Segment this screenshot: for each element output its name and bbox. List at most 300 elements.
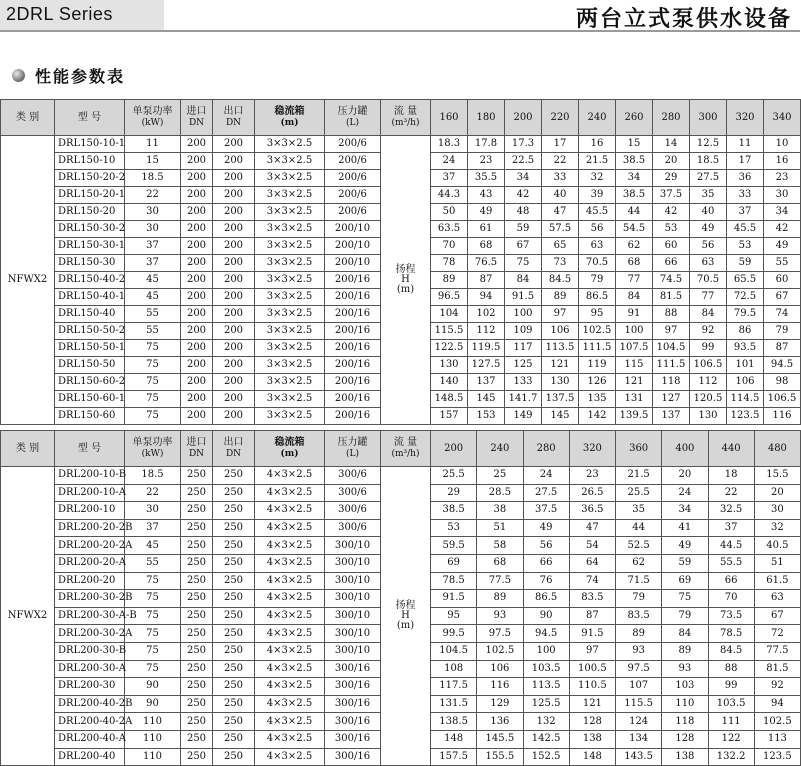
head-value-cell: 103	[662, 678, 708, 696]
head-value-cell: 59	[662, 554, 708, 572]
outlet-cell: 200	[213, 391, 255, 408]
power-cell: 75	[125, 408, 181, 425]
header-vessel	[325, 100, 381, 136]
inlet-cell: 250	[181, 467, 213, 485]
header-power-unit: (kW)	[141, 449, 164, 459]
head-value-cell: 141.7	[505, 391, 542, 408]
head-value-cell: 127	[653, 391, 690, 408]
tank-cell: 4×3×2.5	[255, 572, 325, 590]
head-value-cell: 131	[616, 391, 653, 408]
head-value-cell: 130	[542, 374, 579, 391]
head-value-cell: 25	[477, 467, 523, 485]
power-cell: 75	[125, 391, 181, 408]
tank-cell: 4×3×2.5	[255, 467, 325, 485]
head-value-cell: 38.5	[616, 153, 653, 170]
head-value-cell: 116	[764, 408, 801, 425]
header-flow-value: 480	[754, 431, 800, 467]
tank-cell: 3×3×2.5	[255, 374, 325, 391]
head-value-cell: 66	[708, 572, 754, 590]
header-inlet-unit: DN	[188, 449, 205, 459]
outlet-cell: 250	[213, 730, 255, 748]
head-value-cell: 42	[505, 187, 542, 204]
head-value-cell: 97.5	[616, 660, 662, 678]
head-value-cell: 29	[653, 170, 690, 187]
header-tank-unit: (m)	[280, 118, 299, 128]
inlet-cell: 200	[181, 306, 213, 323]
inlet-cell: 200	[181, 204, 213, 221]
head-value-cell: 63	[690, 255, 727, 272]
tank-cell: 3×3×2.5	[255, 323, 325, 340]
head-value-cell: 106	[542, 323, 579, 340]
performance-table-drl200	[0, 430, 801, 766]
model-cell: DRL200-40-2B	[55, 695, 125, 713]
head-value-cell: 100	[505, 306, 542, 323]
header-inlet-label: 进口	[186, 437, 207, 448]
head-value-cell: 20	[653, 153, 690, 170]
header-flow-value: 340	[764, 100, 801, 136]
outlet-cell: 250	[213, 607, 255, 625]
head-value-cell: 30	[754, 502, 800, 520]
category-cell: NFWX2	[1, 467, 55, 766]
head-value-cell: 87	[764, 340, 801, 357]
inlet-cell: 200	[181, 323, 213, 340]
table-row	[1, 136, 801, 153]
head-value-cell: 78.5	[708, 625, 754, 643]
inlet-cell: 200	[181, 357, 213, 374]
head-value-cell: 99	[708, 678, 754, 696]
outlet-cell: 250	[213, 467, 255, 485]
head-value-cell: 79	[764, 323, 801, 340]
head-value-cell: 78.5	[431, 572, 477, 590]
head-value-cell: 62	[616, 238, 653, 255]
head-value-cell: 84.5	[708, 642, 754, 660]
model-cell: DRL150-20	[55, 204, 125, 221]
outlet-cell: 250	[213, 502, 255, 520]
head-value-cell: 93	[616, 642, 662, 660]
power-cell: 55	[125, 554, 181, 572]
vessel-cell: 300/16	[325, 695, 381, 713]
tank-cell: 4×3×2.5	[255, 678, 325, 696]
header-inlet-unit: DN	[188, 118, 205, 128]
head-value-cell: 133	[505, 374, 542, 391]
power-cell: 75	[125, 625, 181, 643]
head-value-cell: 36	[727, 170, 764, 187]
vessel-cell: 300/10	[325, 572, 381, 590]
outlet-cell: 250	[213, 625, 255, 643]
head-value-cell: 34	[764, 204, 801, 221]
head-value-cell: 32	[579, 170, 616, 187]
header-flow-value: 320	[727, 100, 764, 136]
head-value-cell: 107	[616, 678, 662, 696]
inlet-cell: 200	[181, 408, 213, 425]
head-value-cell: 17	[727, 153, 764, 170]
header-power-label: 单泵功率	[132, 437, 173, 448]
inlet-cell: 200	[181, 238, 213, 255]
outlet-cell: 200	[213, 136, 255, 153]
vessel-cell: 200/16	[325, 272, 381, 289]
head-value-cell: 137	[468, 374, 505, 391]
header-flow	[381, 431, 431, 467]
series-label: 2DRL Series	[6, 4, 113, 24]
head-value-cell: 100	[616, 323, 653, 340]
head-value-cell: 84	[690, 306, 727, 323]
outlet-cell: 250	[213, 695, 255, 713]
model-cell: DRL150-50-2	[55, 323, 125, 340]
power-cell: 110	[125, 713, 181, 731]
model-cell: DRL150-60-2	[55, 374, 125, 391]
vessel-cell: 200/6	[325, 204, 381, 221]
header-tank-label: 稳流箱	[274, 106, 305, 117]
outlet-cell: 250	[213, 590, 255, 608]
model-cell: DRL150-40-2	[55, 272, 125, 289]
header-flow-value: 220	[542, 100, 579, 136]
head-value-cell: 50	[431, 204, 468, 221]
header-flow-value: 280	[523, 431, 569, 467]
section-heading	[12, 63, 125, 87]
head-value-cell: 108	[431, 660, 477, 678]
model-cell: DRL200-10-B	[55, 467, 125, 485]
power-cell: 18.5	[125, 467, 181, 485]
head-value-cell: 35.5	[468, 170, 505, 187]
inlet-cell: 250	[181, 502, 213, 520]
outlet-cell: 200	[213, 374, 255, 391]
head-value-cell: 91.5	[505, 289, 542, 306]
head-value-cell: 137.5	[542, 391, 579, 408]
head-label-line: 扬程	[395, 600, 416, 612]
inlet-cell: 200	[181, 221, 213, 238]
head-value-cell: 148	[569, 748, 615, 766]
head-value-cell: 79	[579, 272, 616, 289]
outlet-cell: 250	[213, 748, 255, 766]
model-cell: DRL150-60-1	[55, 391, 125, 408]
vessel-cell: 200/6	[325, 187, 381, 204]
header-flow-value: 240	[477, 431, 523, 467]
head-value-cell: 64	[569, 554, 615, 572]
head-value-cell: 149	[505, 408, 542, 425]
head-value-cell: 97	[569, 642, 615, 660]
model-cell: DRL200-10-A	[55, 484, 125, 502]
head-value-cell: 35	[616, 502, 662, 520]
head-value-cell: 54.5	[616, 221, 653, 238]
head-value-cell: 52.5	[616, 537, 662, 555]
head-value-cell: 139.5	[616, 408, 653, 425]
head-value-cell: 121	[569, 695, 615, 713]
head-value-cell: 148	[431, 730, 477, 748]
vessel-cell: 200/16	[325, 340, 381, 357]
head-value-cell: 94.5	[764, 357, 801, 374]
head-value-cell: 38.5	[616, 187, 653, 204]
bullet-icon	[12, 69, 25, 82]
model-cell: DRL150-20-1	[55, 187, 125, 204]
header-category: 类 别	[1, 100, 55, 136]
head-value-cell: 37	[727, 204, 764, 221]
tank-cell: 3×3×2.5	[255, 289, 325, 306]
head-value-cell: 68	[468, 238, 505, 255]
power-cell: 75	[125, 357, 181, 374]
head-value-cell: 38	[477, 502, 523, 520]
head-value-cell: 87	[569, 607, 615, 625]
head-value-cell: 116	[477, 678, 523, 696]
header-tank	[255, 100, 325, 136]
head-value-cell: 112	[690, 374, 727, 391]
head-value-cell: 155.5	[477, 748, 523, 766]
header-outlet-label: 出口	[223, 437, 244, 448]
head-value-cell: 62	[616, 554, 662, 572]
header-flow-value: 260	[616, 100, 653, 136]
power-cell: 37	[125, 255, 181, 272]
tank-cell: 3×3×2.5	[255, 340, 325, 357]
category-cell: NFWX2	[1, 136, 55, 425]
head-value-cell: 157.5	[431, 748, 477, 766]
head-value-cell: 66	[653, 255, 690, 272]
head-value-cell: 15	[616, 136, 653, 153]
outlet-cell: 200	[213, 323, 255, 340]
head-value-cell: 119.5	[468, 340, 505, 357]
head-value-cell: 44	[616, 519, 662, 537]
inlet-cell: 200	[181, 374, 213, 391]
vessel-cell: 300/16	[325, 660, 381, 678]
vessel-cell: 300/10	[325, 607, 381, 625]
head-value-cell: 51	[754, 554, 800, 572]
power-cell: 55	[125, 306, 181, 323]
head-value-cell: 103.5	[708, 695, 754, 713]
tank-cell: 3×3×2.5	[255, 272, 325, 289]
head-value-cell: 70	[708, 590, 754, 608]
head-value-cell: 53	[727, 238, 764, 255]
head-value-cell: 97	[653, 323, 690, 340]
vessel-cell: 300/10	[325, 537, 381, 555]
head-value-cell: 91.5	[431, 590, 477, 608]
head-value-cell: 37	[431, 170, 468, 187]
head-value-cell: 102.5	[754, 713, 800, 731]
head-value-cell: 22.5	[505, 153, 542, 170]
head-value-cell: 121	[616, 374, 653, 391]
head-value-cell: 117	[505, 340, 542, 357]
head-value-cell: 97	[542, 306, 579, 323]
head-value-cell: 32	[754, 519, 800, 537]
head-value-cell: 33	[542, 170, 579, 187]
model-cell: DRL150-30-1	[55, 238, 125, 255]
model-cell: DRL150-10-1	[55, 136, 125, 153]
header-power-unit: (kW)	[141, 118, 164, 128]
head-value-cell: 128	[569, 713, 615, 731]
head-value-cell: 106	[727, 374, 764, 391]
power-cell: 22	[125, 484, 181, 502]
head-value-cell: 130	[690, 408, 727, 425]
model-cell: DRL200-20-2B	[55, 519, 125, 537]
power-cell: 75	[125, 374, 181, 391]
tank-cell: 3×3×2.5	[255, 255, 325, 272]
head-value-cell: 143.5	[616, 748, 662, 766]
head-value-cell: 145	[468, 391, 505, 408]
vessel-cell: 200/6	[325, 136, 381, 153]
head-value-cell: 138.5	[431, 713, 477, 731]
head-value-cell: 56	[523, 537, 569, 555]
head-value-cell: 89	[542, 289, 579, 306]
header-row	[1, 100, 801, 136]
head-value-cell: 34	[616, 170, 653, 187]
tank-cell: 3×3×2.5	[255, 408, 325, 425]
head-value-cell: 41	[662, 519, 708, 537]
head-value-cell: 118	[662, 713, 708, 731]
head-value-cell: 53	[431, 519, 477, 537]
tank-cell: 3×3×2.5	[255, 306, 325, 323]
head-value-cell: 23	[569, 467, 615, 485]
head-value-cell: 20	[754, 484, 800, 502]
outlet-cell: 200	[213, 306, 255, 323]
head-value-cell: 137	[653, 408, 690, 425]
outlet-cell: 200	[213, 187, 255, 204]
head-value-cell: 152.5	[523, 748, 569, 766]
head-value-cell: 38.5	[431, 502, 477, 520]
head-value-cell: 71.5	[616, 572, 662, 590]
power-cell: 37	[125, 519, 181, 537]
tank-cell: 4×3×2.5	[255, 748, 325, 766]
head-value-cell: 79	[616, 590, 662, 608]
head-value-cell: 67	[505, 238, 542, 255]
head-value-cell: 93	[477, 607, 523, 625]
vessel-cell: 300/10	[325, 554, 381, 572]
head-value-cell: 104	[431, 306, 468, 323]
head-value-cell: 22	[708, 484, 754, 502]
header-outlet-unit: DN	[225, 449, 242, 459]
inlet-cell: 200	[181, 340, 213, 357]
inlet-cell: 250	[181, 590, 213, 608]
header-outlet	[213, 100, 255, 136]
head-value-cell: 23	[764, 170, 801, 187]
header-vessel-label: 压力罐	[337, 106, 368, 117]
head-value-cell: 84	[505, 272, 542, 289]
head-value-cell: 17	[542, 136, 579, 153]
head-value-cell: 113	[754, 730, 800, 748]
header-inlet	[181, 100, 213, 136]
head-value-cell: 17.3	[505, 136, 542, 153]
tank-cell: 3×3×2.5	[255, 391, 325, 408]
head-value-cell: 102.5	[579, 323, 616, 340]
model-cell: DRL200-30-A	[55, 660, 125, 678]
head-value-cell: 81.5	[653, 289, 690, 306]
head-value-cell: 68	[616, 255, 653, 272]
head-value-cell: 10	[764, 136, 801, 153]
tank-cell: 4×3×2.5	[255, 502, 325, 520]
head-value-cell: 84.5	[542, 272, 579, 289]
header-tank	[255, 431, 325, 467]
model-cell: DRL150-30-2	[55, 221, 125, 238]
head-value-cell: 27.5	[523, 484, 569, 502]
outlet-cell: 200	[213, 255, 255, 272]
head-value-cell: 60	[653, 238, 690, 255]
header-flow-unit: (m³/h)	[391, 118, 420, 128]
header-flow-unit: (m³/h)	[391, 449, 420, 459]
head-value-cell: 153	[468, 408, 505, 425]
head-value-cell: 102	[468, 306, 505, 323]
head-value-cell: 22	[542, 153, 579, 170]
head-value-cell: 69	[662, 572, 708, 590]
head-value-cell: 91	[616, 306, 653, 323]
head-value-cell: 24	[662, 484, 708, 502]
head-value-cell: 79	[662, 607, 708, 625]
head-value-cell: 99.5	[431, 625, 477, 643]
tank-cell: 4×3×2.5	[255, 607, 325, 625]
power-cell: 30	[125, 204, 181, 221]
power-cell: 45	[125, 289, 181, 306]
head-value-cell: 44	[616, 204, 653, 221]
model-cell: DRL200-30-2A	[55, 625, 125, 643]
header-vessel-unit: (L)	[346, 118, 359, 128]
vessel-cell: 200/16	[325, 306, 381, 323]
header-tank-label: 稳流箱	[274, 437, 305, 448]
model-cell: DRL150-50-1	[55, 340, 125, 357]
head-value-cell: 49	[764, 238, 801, 255]
tank-cell: 4×3×2.5	[255, 519, 325, 537]
head-value-cell: 20	[662, 467, 708, 485]
head-value-cell: 112	[468, 323, 505, 340]
head-value-cell: 114.5	[727, 391, 764, 408]
head-value-cell: 68	[477, 554, 523, 572]
head-value-cell: 12.5	[690, 136, 727, 153]
head-value-cell: 53	[653, 221, 690, 238]
head-value-cell: 76.5	[468, 255, 505, 272]
power-cell: 22	[125, 187, 181, 204]
head-value-cell: 94	[754, 695, 800, 713]
power-cell: 30	[125, 221, 181, 238]
head-value-cell: 70	[431, 238, 468, 255]
head-value-cell: 74	[764, 306, 801, 323]
inlet-cell: 250	[181, 695, 213, 713]
model-cell: DRL150-30	[55, 255, 125, 272]
header-model: 型 号	[55, 431, 125, 467]
header-flow	[381, 100, 431, 136]
head-value-cell: 49	[523, 519, 569, 537]
vessel-cell: 300/6	[325, 467, 381, 485]
head-value-cell: 93.5	[727, 340, 764, 357]
model-cell: DRL200-40-A	[55, 730, 125, 748]
header-flow-value: 200	[505, 100, 542, 136]
head-value-cell: 106.5	[764, 391, 801, 408]
head-value-cell: 76	[523, 572, 569, 590]
head-value-cell: 101	[727, 357, 764, 374]
head-value-cell: 16	[764, 153, 801, 170]
inlet-cell: 200	[181, 255, 213, 272]
head-value-cell: 17.8	[468, 136, 505, 153]
inlet-cell: 250	[181, 748, 213, 766]
header-flow-value: 280	[653, 100, 690, 136]
head-value-cell: 111	[708, 713, 754, 731]
head-value-cell: 98	[764, 374, 801, 391]
head-value-cell: 21.5	[579, 153, 616, 170]
header-model: 型 号	[55, 100, 125, 136]
vessel-cell: 200/16	[325, 391, 381, 408]
tank-cell: 4×3×2.5	[255, 713, 325, 731]
head-value-cell: 77	[616, 272, 653, 289]
power-cell: 55	[125, 323, 181, 340]
model-cell: DRL150-20-2	[55, 170, 125, 187]
head-value-cell: 54	[569, 537, 615, 555]
outlet-cell: 250	[213, 519, 255, 537]
section-title: 性能参数表	[35, 66, 126, 86]
head-value-cell: 106	[477, 660, 523, 678]
outlet-cell: 250	[213, 713, 255, 731]
inlet-cell: 200	[181, 136, 213, 153]
header-flow-value: 300	[690, 100, 727, 136]
series-tab	[0, 0, 164, 32]
vessel-cell: 300/10	[325, 625, 381, 643]
model-cell: DRL150-60	[55, 408, 125, 425]
tank-cell: 3×3×2.5	[255, 357, 325, 374]
vessel-cell: 200/16	[325, 357, 381, 374]
head-value-cell: 37.5	[523, 502, 569, 520]
header-row	[1, 431, 801, 467]
